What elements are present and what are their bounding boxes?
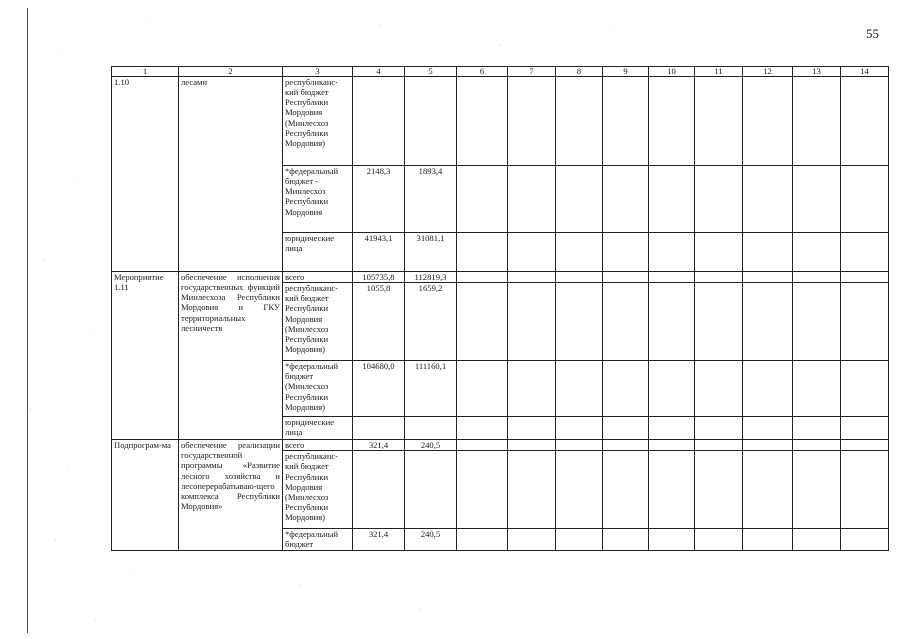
empty-cell [695, 361, 743, 417]
empty-cell [603, 272, 649, 283]
row-code: 1.10 [112, 77, 179, 272]
empty-cell [603, 361, 649, 417]
empty-cell [793, 77, 841, 166]
empty-cell [649, 451, 695, 529]
empty-cell [743, 166, 793, 233]
empty-cell [508, 529, 556, 551]
column-header: 7 [508, 67, 556, 77]
value-col4 [353, 451, 405, 529]
empty-cell [841, 529, 889, 551]
column-header: 3 [283, 67, 353, 77]
value-col4: 1055,8 [353, 283, 405, 361]
empty-cell [695, 451, 743, 529]
empty-cell [793, 233, 841, 272]
value-col4 [353, 417, 405, 440]
empty-cell [743, 529, 793, 551]
column-number-row [112, 67, 889, 77]
empty-cell [508, 283, 556, 361]
empty-cell [508, 272, 556, 283]
empty-cell [556, 361, 603, 417]
value-col4: 321,4 [353, 529, 405, 551]
empty-cell [508, 451, 556, 529]
funding-source: *федеральный бюджет - Минлесхоз Республики Мордовия [283, 166, 353, 233]
empty-cell [556, 272, 603, 283]
empty-cell [556, 440, 603, 451]
value-col5: 1893,4 [405, 166, 457, 233]
empty-cell [508, 417, 556, 440]
empty-cell [457, 451, 508, 529]
column-header: 2 [179, 67, 283, 77]
empty-cell [649, 417, 695, 440]
column-header: 5 [405, 67, 457, 77]
column-header: 8 [556, 67, 603, 77]
empty-cell [556, 417, 603, 440]
column-header: 11 [695, 67, 743, 77]
empty-cell [457, 166, 508, 233]
empty-cell [649, 233, 695, 272]
empty-cell [841, 440, 889, 451]
empty-cell [508, 166, 556, 233]
empty-cell [508, 361, 556, 417]
empty-cell [603, 417, 649, 440]
empty-cell [603, 233, 649, 272]
empty-cell [695, 417, 743, 440]
funding-source: республиканс-кий бюджет Республики Мордовия (Минлесхоз Республики Мордовия) [283, 451, 353, 529]
column-header: 4 [353, 67, 405, 77]
row-name: обеспечение реализации государственной программы «Развитие лесного хозяйства и лесоперерабатываю-щего комплекса Республики Мордовия» [179, 440, 283, 551]
empty-cell [457, 361, 508, 417]
empty-cell [649, 272, 695, 283]
table-row [112, 440, 889, 451]
funding-source: юридические лица [283, 417, 353, 440]
empty-cell [793, 361, 841, 417]
budget-table [111, 66, 889, 551]
empty-cell [793, 417, 841, 440]
value-col4: 321,4 [353, 440, 405, 451]
page-margin-line [27, 8, 28, 633]
empty-cell [841, 272, 889, 283]
empty-cell [695, 77, 743, 166]
empty-cell [556, 283, 603, 361]
empty-cell [743, 361, 793, 417]
funding-source: всего [283, 272, 353, 283]
empty-cell [743, 440, 793, 451]
value-col5 [405, 77, 457, 166]
value-col5: 111160,1 [405, 361, 457, 417]
value-col5: 112819,3 [405, 272, 457, 283]
empty-cell [841, 233, 889, 272]
empty-cell [457, 283, 508, 361]
value-col4: 104680,0 [353, 361, 405, 417]
row-code: Мероприятие 1.11 [112, 272, 179, 440]
empty-cell [457, 77, 508, 166]
empty-cell [603, 440, 649, 451]
funding-source: *федеральный бюджет [283, 529, 353, 551]
column-header: 6 [457, 67, 508, 77]
row-code: Подпрограм-ма [112, 440, 179, 551]
value-col5: 31081,1 [405, 233, 457, 272]
value-col5 [405, 417, 457, 440]
funding-source: юридические лица [283, 233, 353, 272]
empty-cell [649, 529, 695, 551]
funding-source: республиканс-кий бюджет Республики Мордовия (Минлесхоз Республики Мордовия) [283, 77, 353, 166]
empty-cell [556, 166, 603, 233]
empty-cell [556, 77, 603, 166]
empty-cell [695, 529, 743, 551]
empty-cell [841, 166, 889, 233]
value-col4: 2148,3 [353, 166, 405, 233]
column-header: 12 [743, 67, 793, 77]
empty-cell [556, 529, 603, 551]
empty-cell [695, 440, 743, 451]
column-header: 13 [793, 67, 841, 77]
empty-cell [457, 417, 508, 440]
empty-cell [457, 440, 508, 451]
value-col5: 1659,2 [405, 283, 457, 361]
empty-cell [649, 166, 695, 233]
value-col4: 105735,8 [353, 272, 405, 283]
empty-cell [695, 272, 743, 283]
value-col5: 240,5 [405, 440, 457, 451]
column-header: 10 [649, 67, 695, 77]
empty-cell [603, 529, 649, 551]
empty-cell [743, 283, 793, 361]
value-col5: 240,5 [405, 529, 457, 551]
empty-cell [743, 417, 793, 440]
empty-cell [841, 283, 889, 361]
empty-cell [649, 77, 695, 166]
empty-cell [508, 77, 556, 166]
value-col5 [405, 451, 457, 529]
empty-cell [695, 166, 743, 233]
empty-cell [603, 283, 649, 361]
empty-cell [603, 166, 649, 233]
empty-cell [695, 233, 743, 272]
empty-cell [556, 451, 603, 529]
empty-cell [457, 529, 508, 551]
empty-cell [457, 233, 508, 272]
empty-cell [743, 272, 793, 283]
empty-cell [508, 233, 556, 272]
row-name: лесами [179, 77, 283, 272]
funding-source: республиканс-кий бюджет Республики Мордовия (Минлесхоз Республики Мордовия) [283, 283, 353, 361]
funding-source: всего [283, 440, 353, 451]
empty-cell [743, 233, 793, 272]
empty-cell [457, 272, 508, 283]
column-header: 9 [603, 67, 649, 77]
empty-cell [603, 451, 649, 529]
empty-cell [695, 283, 743, 361]
empty-cell [841, 361, 889, 417]
funding-source: *федеральный бюджет (Минлесхоз Республики Мордовия) [283, 361, 353, 417]
table-row [112, 77, 889, 166]
page-number: 55 [866, 26, 879, 41]
empty-cell [841, 77, 889, 166]
empty-cell [649, 283, 695, 361]
empty-cell [841, 451, 889, 529]
row-name: обеспечение исполнения государственных функций Минлесхоза Республики Мордовия и ГКУ территориальных лесничеств [179, 272, 283, 440]
empty-cell [508, 440, 556, 451]
empty-cell [649, 361, 695, 417]
empty-cell [603, 77, 649, 166]
empty-cell [793, 283, 841, 361]
value-col4: 41943,1 [353, 233, 405, 272]
empty-cell [649, 440, 695, 451]
empty-cell [743, 77, 793, 166]
empty-cell [793, 272, 841, 283]
table-row [112, 272, 889, 283]
empty-cell [793, 451, 841, 529]
column-header: 1 [112, 67, 179, 77]
column-header: 14 [841, 67, 889, 77]
empty-cell [841, 417, 889, 440]
empty-cell [793, 440, 841, 451]
empty-cell [556, 233, 603, 272]
empty-cell [793, 529, 841, 551]
empty-cell [793, 166, 841, 233]
empty-cell [743, 451, 793, 529]
value-col4 [353, 77, 405, 166]
